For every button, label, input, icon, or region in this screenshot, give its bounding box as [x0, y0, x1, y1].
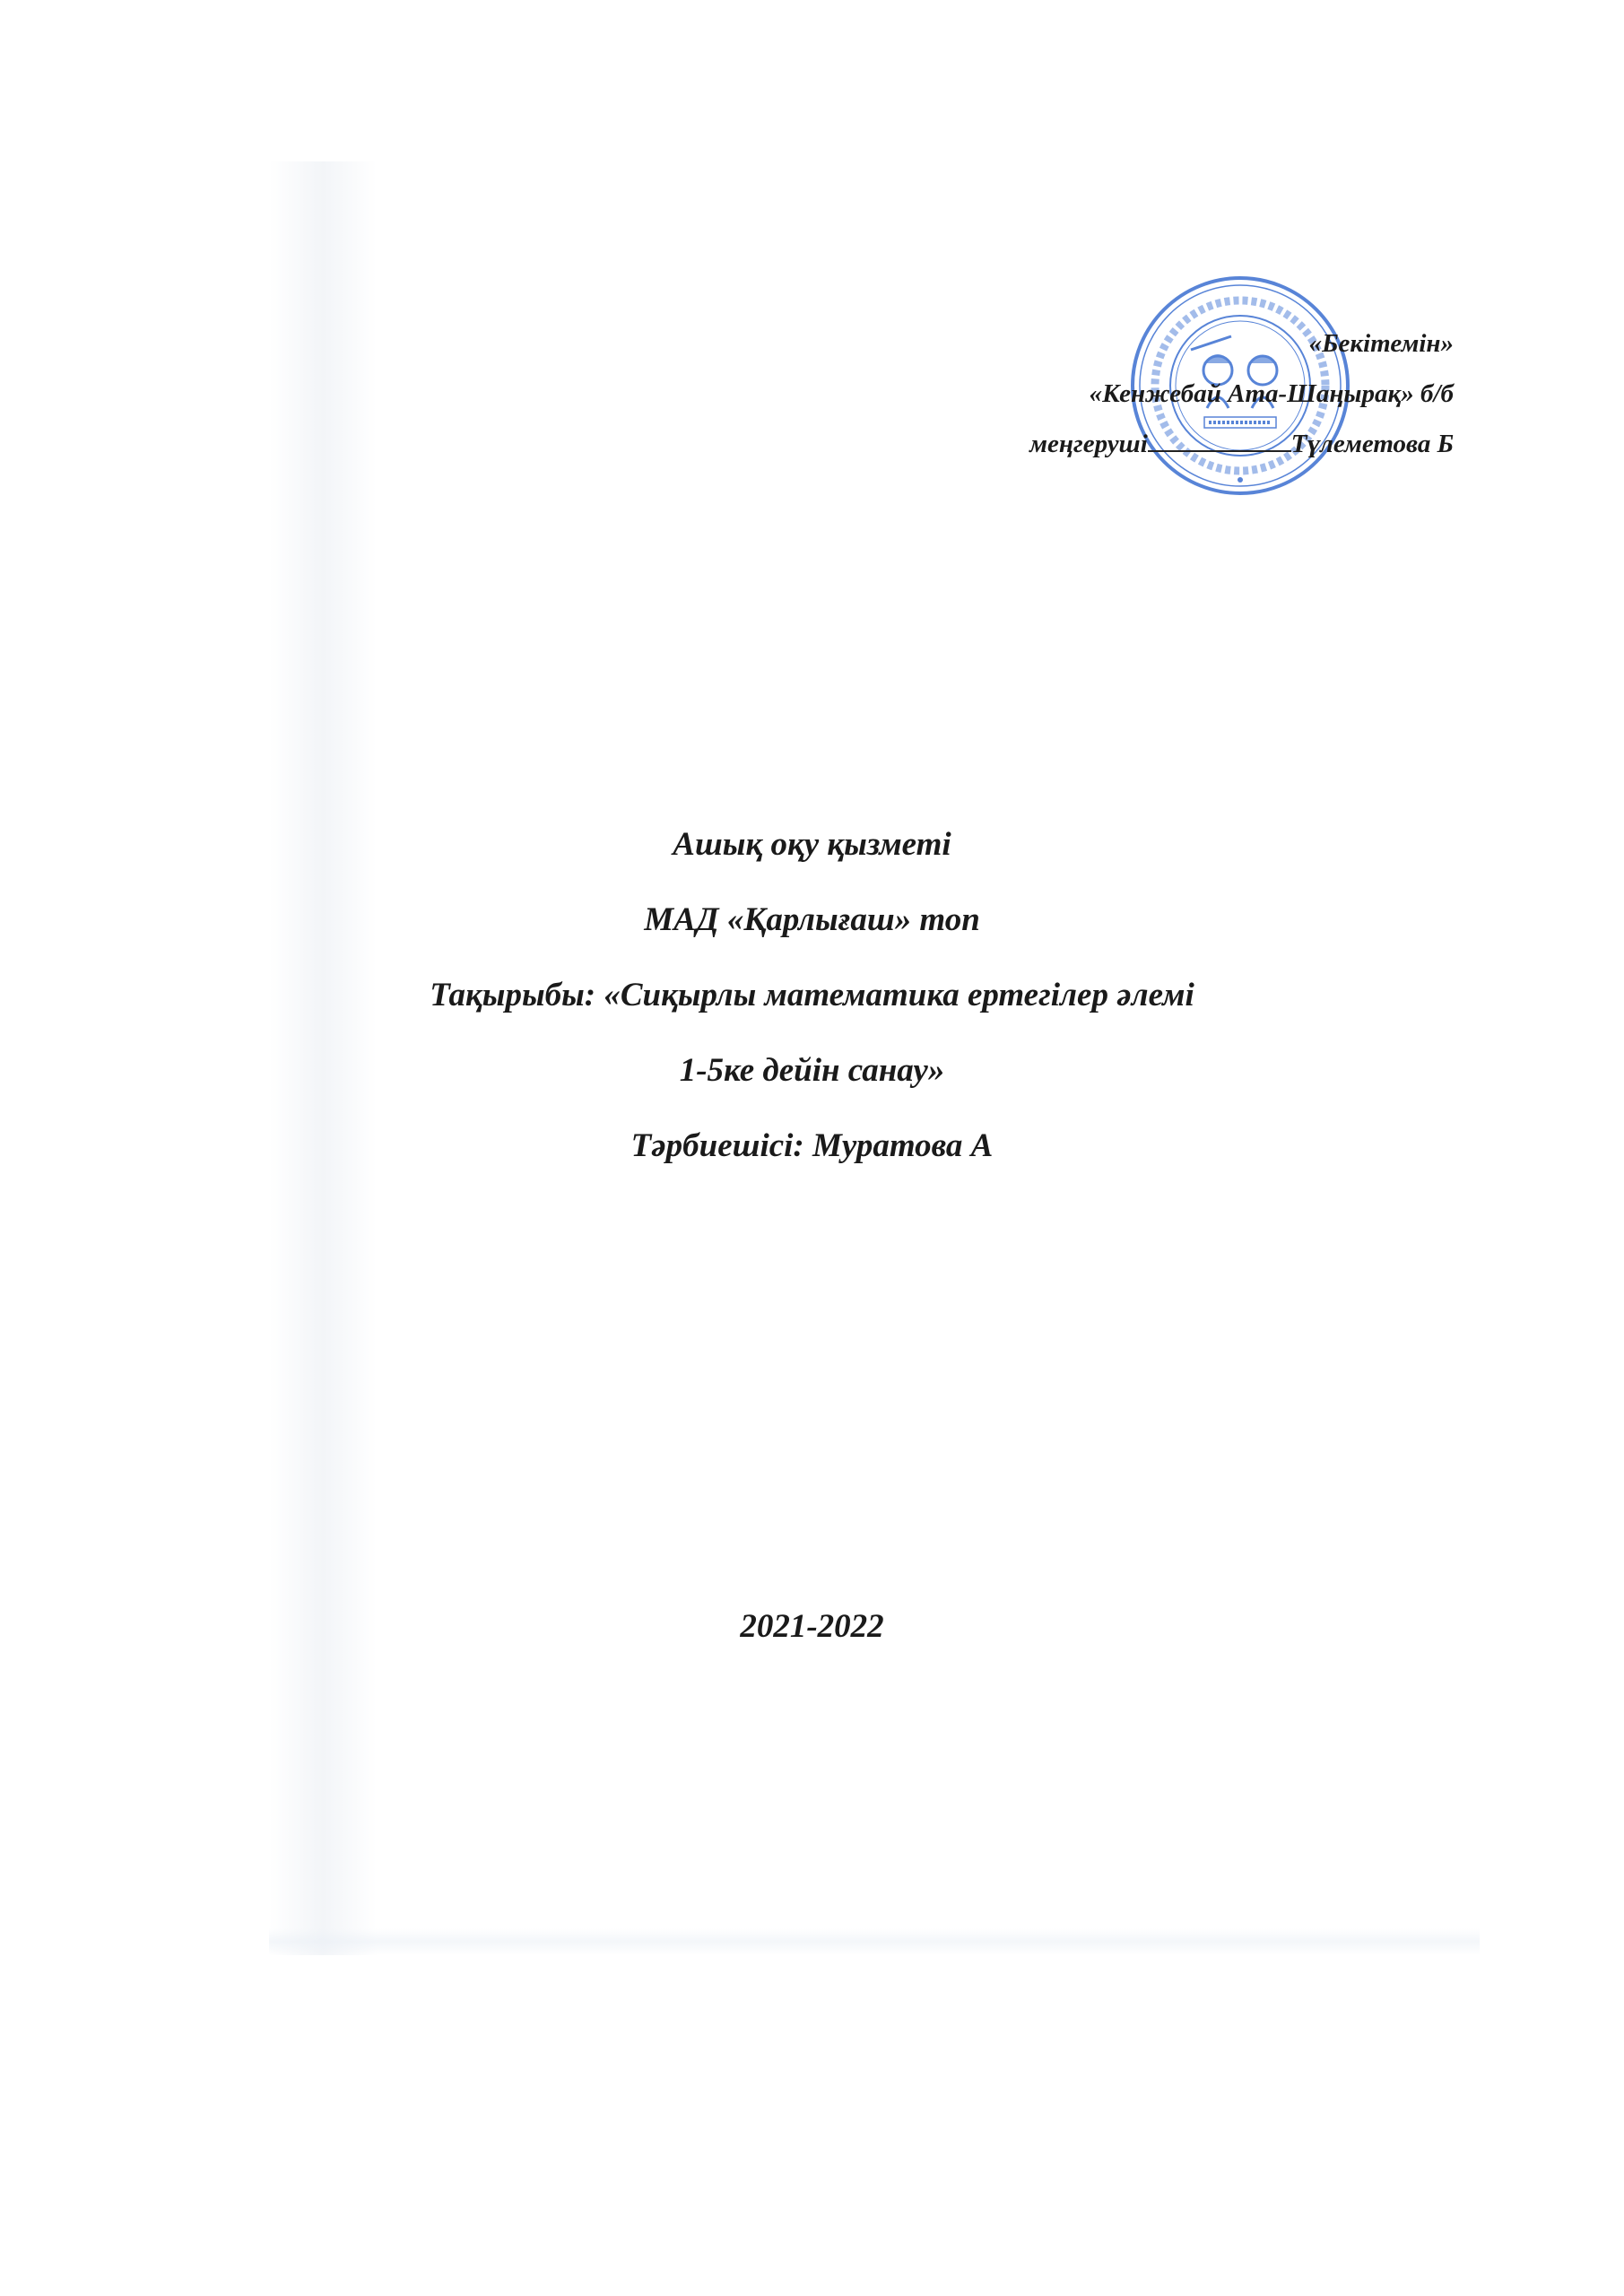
- title-block: [0, 807, 1624, 1184]
- head-label: меңгеруші: [1029, 430, 1148, 458]
- lesson-type: Ашық оқу қызметі: [673, 826, 951, 863]
- institution-line: «Кенжебай Ата-Шаңырақ» б/б: [1089, 379, 1454, 408]
- approval-block: [1029, 318, 1454, 469]
- approved-label: «Бекітемін»: [1308, 329, 1454, 358]
- academic-year: 2021-2022: [740, 1608, 884, 1645]
- signature-blank: [1148, 430, 1291, 452]
- head-signature-line: [1029, 419, 1454, 469]
- teacher-line: Тәрбиешісі: Муратова А: [630, 1127, 994, 1164]
- topic-line: Тақырыбы: «Сиқырлы математика ертегілер әлемі: [430, 977, 1194, 1013]
- head-name: Түлеметова Б: [1290, 430, 1454, 458]
- group-name: МАД «Қарлығаш» топ: [644, 901, 980, 938]
- topic-continuation: 1-5ке дейін санау»: [679, 1052, 945, 1089]
- scan-shading-bottom: [269, 1928, 1480, 1955]
